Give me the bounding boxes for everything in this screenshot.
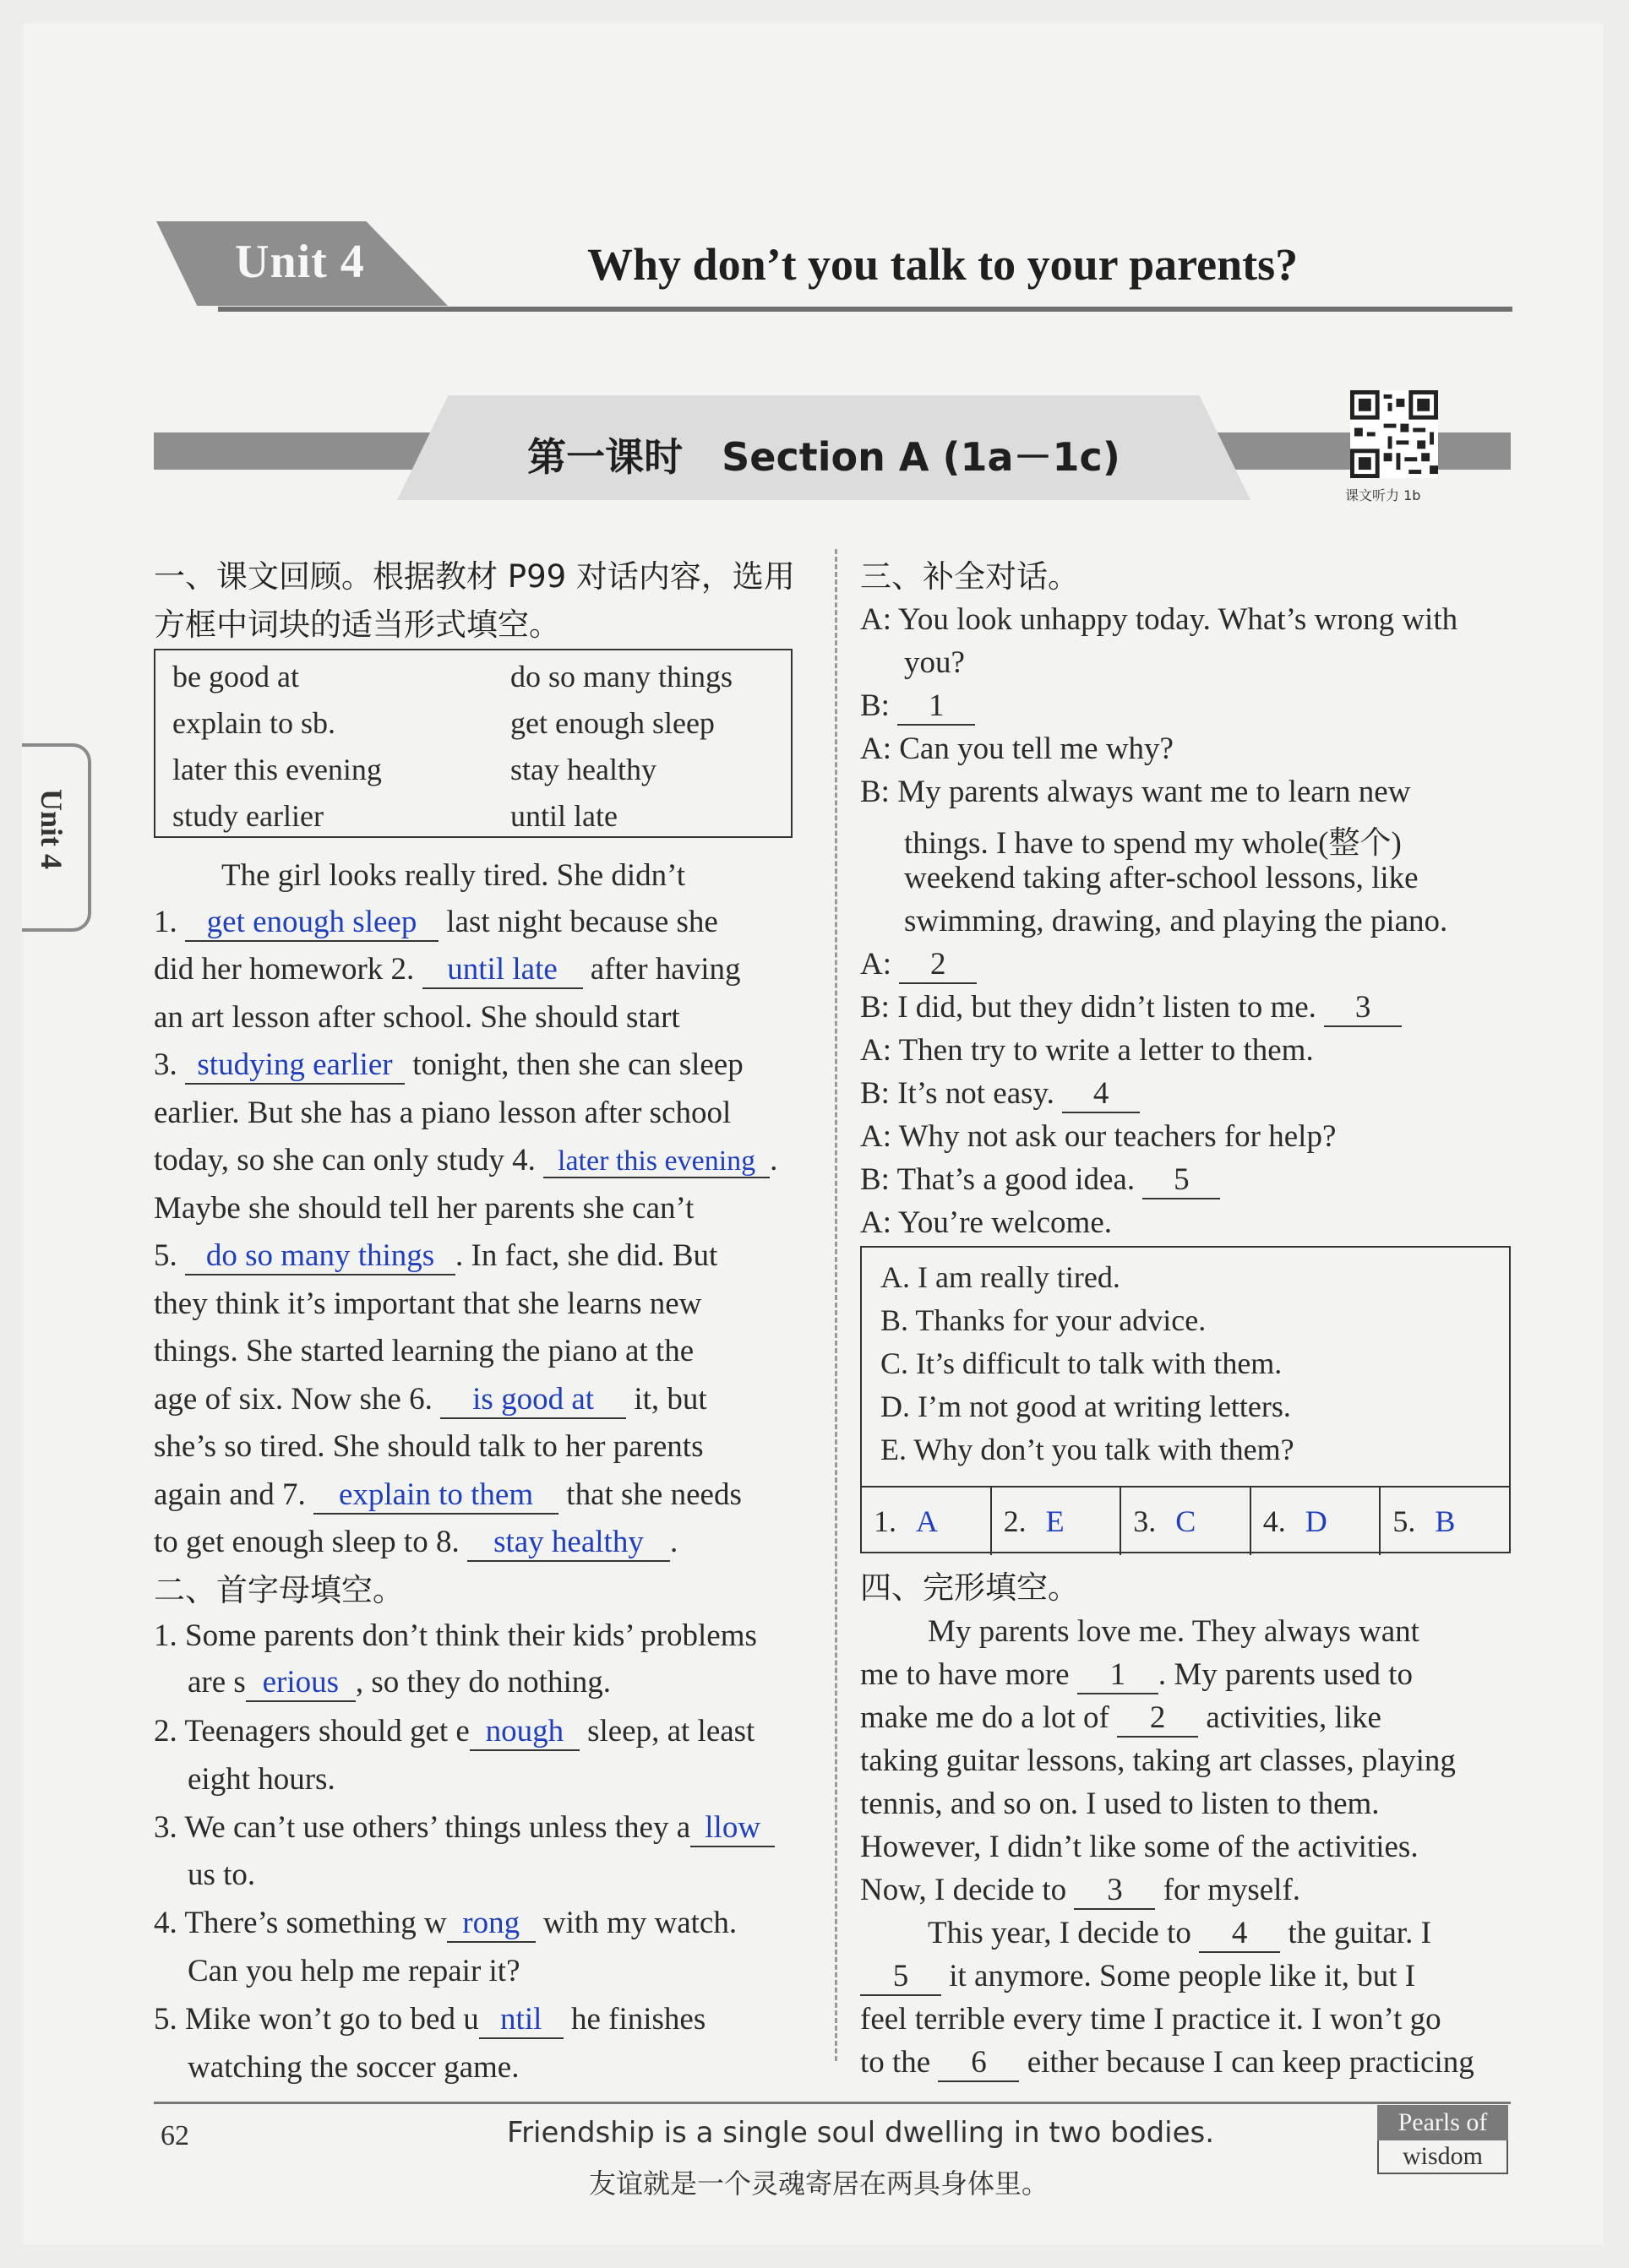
word-chip: explain to sb. — [172, 706, 335, 740]
answer-cell[interactable]: 5. B — [1392, 1504, 1456, 1538]
line-text: 2. Teenagers should get e — [154, 1714, 470, 1749]
line-text: last night because she — [446, 905, 718, 939]
dialogue-line: A: Why not ask our teachers for help? — [860, 1119, 1337, 1154]
unit-label: Unit 4 — [235, 236, 365, 288]
line-text: 3. We can’t use others’ things unless they a — [154, 1810, 691, 1845]
column-divider — [835, 549, 837, 2061]
line-text: . My parents used to — [1158, 1657, 1413, 1692]
cloze-blank-4[interactable]: 4 — [1199, 1917, 1280, 1953]
line-text: This year, I decide to — [928, 1916, 1191, 1950]
answer-cell[interactable]: 2. E — [992, 1488, 1122, 1555]
answer-blank-2[interactable]: until late — [422, 953, 583, 989]
cloze-line: tennis, and so on. I used to listen to them. — [860, 1787, 1380, 1821]
unit-title: Why don’t you talk to your parents? — [587, 239, 1299, 290]
dialogue-blank-5[interactable]: 5 — [1142, 1163, 1220, 1199]
question-line: us to. — [188, 1857, 256, 1892]
line-text: make me do a lot of — [860, 1700, 1109, 1735]
speaker: A: — [860, 947, 891, 982]
option-item: C. It’s difficult to talk with them. — [880, 1346, 1283, 1380]
dialogue-line — [904, 817, 1402, 862]
line-text: activities, like — [1206, 1700, 1381, 1735]
cloze-blank-2[interactable]: 2 — [1117, 1701, 1198, 1738]
cloze-blank-6[interactable]: 6 — [938, 2046, 1019, 2082]
side-tab-label: Unit 4 — [35, 789, 68, 870]
word-chip: study earlier — [172, 799, 324, 833]
dialogue-line: A: Can you tell me why? — [860, 732, 1174, 766]
answer-cell[interactable]: 3. C — [1121, 1488, 1251, 1555]
line-text: again and 7. — [154, 1477, 306, 1512]
line-text: . In fact, she did. But — [455, 1238, 718, 1273]
cloze-line: However, I didn’t like some of the activities. — [860, 1830, 1419, 1864]
cloze-line — [860, 1700, 1381, 1738]
part1-heading-line1: 一、课文回顾。根据教材 P99 对话内容，选用 — [154, 558, 795, 595]
dialogue-blank-3[interactable]: 3 — [1324, 991, 1402, 1027]
part2-heading: 二、首字母填空。 — [154, 1572, 404, 1608]
line-text: age of six. Now she 6. — [154, 1382, 433, 1417]
letter-blank-4[interactable]: rong — [447, 1906, 536, 1943]
dialogue-line — [860, 688, 975, 726]
badge-top: Pearls of — [1377, 2105, 1508, 2140]
line-text: Now, I decide to — [860, 1873, 1067, 1907]
question-line: 1. Some parents don’t think their kids’ problems — [154, 1618, 757, 1653]
passage-line — [154, 1047, 744, 1085]
dialogue-line — [860, 989, 1402, 1027]
passage-line: earlier. But she has a piano lesson after school — [154, 1096, 732, 1130]
cloze-line: taking guitar lessons, taking art classes, playing — [860, 1743, 1456, 1778]
passage-line: things. She started learning the piano at the — [154, 1334, 695, 1368]
line-text: , so they do nothing. — [355, 1665, 611, 1700]
side-unit-tab — [22, 743, 91, 932]
passage-line — [154, 1381, 707, 1419]
passage-line — [154, 1477, 742, 1515]
dialogue-blank-4[interactable]: 4 — [1062, 1077, 1140, 1113]
dialogue-blank-2[interactable]: 2 — [899, 948, 977, 984]
question-line — [154, 2001, 706, 2039]
line-text: tonight, then she can sleep — [412, 1047, 744, 1082]
word-chip: later this evening — [172, 753, 382, 786]
question-line — [154, 1905, 737, 1943]
pearls-of-wisdom-badge — [1377, 2105, 1508, 2176]
answer-blank-1[interactable]: get enough sleep — [185, 906, 439, 942]
dialogue-line: A: You’re welcome. — [860, 1205, 1113, 1240]
answer-blank-7[interactable]: explain to them — [313, 1478, 558, 1515]
option-item: D. I’m not good at writing letters. — [880, 1390, 1291, 1423]
dialogue-text: things. I have to spend my whole(整个) — [904, 826, 1402, 861]
word-chip: do so many things — [510, 660, 733, 693]
dialogue-line: you? — [904, 645, 965, 680]
answer-blank-6[interactable]: is good at — [440, 1383, 626, 1419]
badge-bottom: wisdom — [1377, 2140, 1508, 2174]
part1-heading-line2: 方框中词块的适当形式填空。 — [154, 606, 560, 643]
dialogue-line — [860, 1075, 1140, 1113]
speaker: B: — [860, 688, 890, 723]
cloze-line — [860, 2044, 1474, 2082]
word-chip: stay healthy — [510, 753, 657, 786]
passage-line: she’s so tired. She should talk to her parents — [154, 1429, 704, 1464]
option-item: B. Thanks for your advice. — [880, 1303, 1207, 1337]
footer-rule — [154, 2102, 1511, 2104]
letter-blank-1[interactable]: erious — [246, 1666, 356, 1702]
qr-caption: 课文听力 1b — [1345, 487, 1421, 503]
dialogue-text: B: It’s not easy. — [860, 1076, 1054, 1111]
word-chip: get enough sleep — [510, 706, 715, 740]
passage-line: they think it’s important that she learns new — [154, 1286, 702, 1321]
cloze-line: My parents love me. They always want — [928, 1614, 1419, 1649]
line-text: he finishes — [570, 2002, 706, 2037]
dialogue-line: weekend taking after-school lessons, like — [904, 861, 1419, 895]
line-text: after having — [590, 952, 741, 987]
dialogue-blank-1[interactable]: 1 — [897, 689, 975, 726]
part4-heading: 四、完形填空。 — [860, 1569, 1079, 1606]
unit-rule — [218, 307, 1512, 312]
line-text: did her homework 2. — [154, 952, 415, 987]
cloze-line — [928, 1915, 1431, 1953]
question-line: eight hours. — [188, 1762, 335, 1797]
qr-code-icon[interactable] — [1350, 390, 1438, 478]
dialogue-line — [860, 946, 977, 984]
line-text: today, so she can only study 4. — [154, 1143, 536, 1178]
line-text: 4. There’s something w — [154, 1906, 447, 1940]
cloze-blank-5[interactable]: 5 — [860, 1960, 941, 1996]
word-box — [154, 649, 793, 838]
dialogue-line — [860, 1161, 1220, 1199]
answer-row — [862, 1486, 1509, 1555]
answer-blank-8[interactable]: stay healthy — [467, 1526, 670, 1562]
line-text: . — [770, 1143, 778, 1178]
line-text: me to have more — [860, 1657, 1070, 1692]
answer-blank-5[interactable]: do so many things — [185, 1239, 455, 1275]
line-text: to the — [860, 2045, 931, 2080]
cloze-line — [860, 1656, 1413, 1694]
option-item: A. I am really tired. — [880, 1260, 1120, 1294]
answer-blank-3[interactable]: studying earlier — [185, 1048, 405, 1085]
letter-blank-5[interactable]: ntil — [479, 2003, 564, 2039]
dialogue-line: A: Then try to write a letter to them. — [860, 1033, 1314, 1068]
passage-line — [154, 1524, 678, 1562]
line-text: for myself. — [1163, 1873, 1301, 1907]
motto-chinese: 友谊就是一个灵魂寄居在两具身体里。 — [589, 2167, 1049, 2200]
line-text: it, but — [634, 1382, 707, 1417]
page-number: 62 — [161, 2120, 189, 2151]
line-text: that she needs — [566, 1477, 742, 1512]
cloze-line — [860, 1872, 1300, 1910]
word-chip: be good at — [172, 660, 299, 693]
dialogue-text: B: I did, but they didn’t listen to me. — [860, 990, 1316, 1025]
option-item: E. Why don’t you talk with them? — [880, 1433, 1294, 1466]
cloze-blank-3[interactable]: 3 — [1074, 1874, 1155, 1910]
answer-cell[interactable]: 4. D — [1251, 1488, 1381, 1555]
passage-line — [154, 1142, 777, 1178]
letter-blank-2[interactable]: nough — [470, 1715, 580, 1751]
line-text: with my watch. — [542, 1906, 738, 1940]
blank-number: 3. — [154, 1047, 177, 1082]
section-title: 第一课时 Section A (1a－1c) — [527, 434, 1120, 480]
passage-line: Maybe she should tell her parents she can’t — [154, 1191, 695, 1226]
dialogue-line: B: My parents always want me to learn new — [860, 775, 1411, 809]
line-text: to get enough sleep to 8. — [154, 1525, 460, 1559]
line-text: 5. Mike won’t go to bed u — [154, 2002, 479, 2037]
passage-line — [154, 1237, 717, 1275]
line-text: either because I can keep practicing — [1027, 2045, 1474, 2080]
passage-line: The girl looks really tired. She didn’t — [221, 858, 686, 893]
blank-number: 1. — [154, 905, 177, 939]
dialogue-line: A: You look unhappy today. What’s wrong with — [860, 602, 1458, 637]
word-chip: until late — [510, 799, 618, 833]
dialogue-text: B: That’s a good idea. — [860, 1162, 1136, 1197]
answer-blank-4[interactable]: later this evening — [543, 1145, 770, 1178]
passage-line — [154, 904, 718, 942]
answer-cell[interactable]: 1. A — [862, 1488, 992, 1555]
dialogue-line: swimming, drawing, and playing the piano. — [904, 904, 1448, 938]
line-text: the guitar. I — [1288, 1916, 1431, 1950]
cloze-blank-1[interactable]: 1 — [1077, 1658, 1158, 1694]
cloze-line — [860, 1958, 1415, 1996]
question-line — [154, 1809, 775, 1847]
line-text: it anymore. Some people like it, but I — [949, 1959, 1416, 1993]
question-line: Can you help me repair it? — [188, 1954, 520, 1988]
question-line — [188, 1664, 611, 1702]
letter-blank-3[interactable]: llow — [690, 1811, 775, 1847]
question-line — [154, 1713, 755, 1751]
cloze-line: feel terrible every time I practice it. I won’t go — [860, 2002, 1441, 2037]
part3-heading: 三、补全对话。 — [860, 558, 1079, 595]
motto-english: Friendship is a single soul dwelling in two bodies. — [507, 2116, 1215, 2150]
question-line: watching the soccer game. — [188, 2050, 520, 2085]
line-text: sleep, at least — [587, 1714, 755, 1749]
blank-number: 5. — [154, 1238, 177, 1273]
line-text: . — [669, 1525, 678, 1559]
passage-line: an art lesson after school. She should start — [154, 1000, 680, 1035]
passage-line — [154, 951, 741, 989]
line-text: are s — [188, 1665, 246, 1700]
options-box — [860, 1246, 1511, 1553]
